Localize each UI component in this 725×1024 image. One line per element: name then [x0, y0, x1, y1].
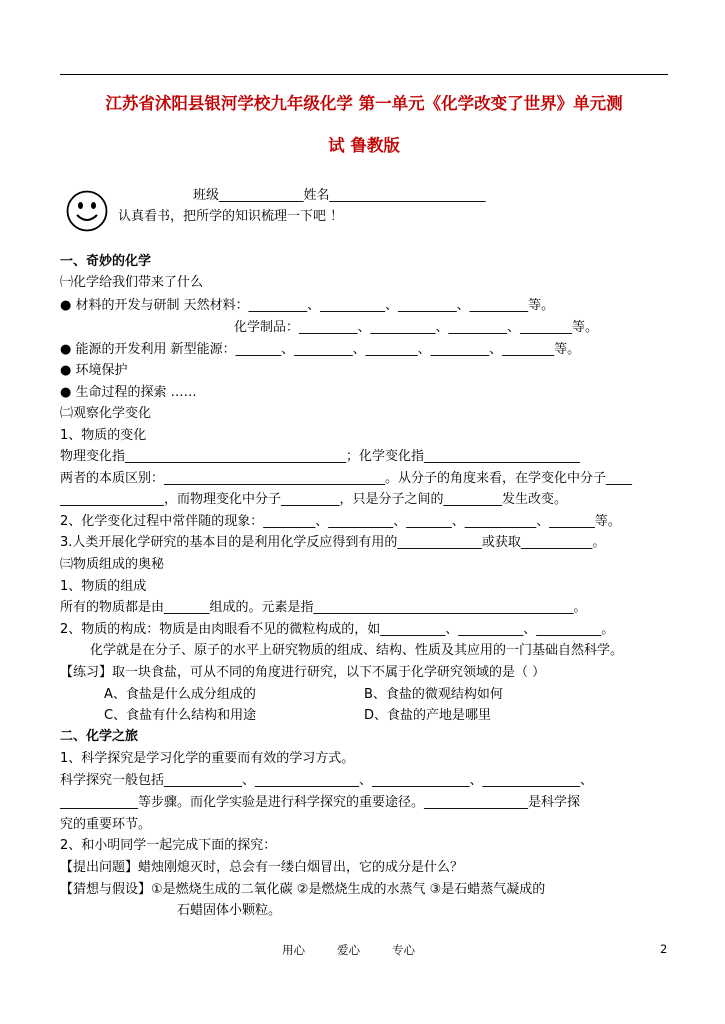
exercise-option-b: B、食盐的微观结构如何: [364, 687, 503, 702]
document-title-line2: 试 鲁教版: [328, 136, 400, 155]
item-heading: 2、和小明同学一起完成下面的探究：: [60, 838, 277, 853]
fill-line: 两者的本质区别：__________________________________。从分子的角度来看，在学变化中分子____: [60, 471, 633, 486]
exercise-option-c: C、食盐有什么结构和用途: [104, 708, 257, 723]
exercise-question: 【练习】取一块食盐，可从不同的角度进行研究，以下不属于化学研究领域的是（ ）: [60, 665, 546, 680]
subsection-heading: ㈡观察化学变化: [60, 406, 152, 421]
motto-text: 认真看书，把所学的知识梳理一下吧 ！: [118, 209, 344, 224]
item-heading: 1、物质的变化: [60, 428, 147, 443]
bullet-materials-chemicals: 化学制品：_________、__________、_________、________等。: [234, 320, 599, 335]
exercise-option-a: A、食盐是什么成分组成的: [104, 687, 256, 702]
bullet-environment: ● 环境保护: [60, 363, 128, 378]
fill-line: 科学探究一般包括____________、________________、_______________、_______________、: [60, 773, 594, 788]
fill-line: 2、物质的构成：物质是由肉眼看不见的微粒构成的，如__________、__________、__________。: [60, 622, 615, 637]
exercise-option-d: D、食盐的产地是哪里: [364, 708, 492, 723]
fill-line: ____________等步骤。而化学实验是进行科学探究的重要途径。________________是科学探: [60, 795, 581, 810]
footer-motto-2: 爱心: [337, 943, 360, 957]
fill-line: 究的重要环节。: [60, 817, 152, 832]
inquiry-hypothesis: 【猜想与假设】①是燃烧生成的二氧化碳 ②是燃烧生成的水蒸气 ③是石蜡蒸气凝成的: [60, 882, 546, 897]
smiley-face-icon: [66, 190, 108, 232]
item-heading: 1、物质的组成: [60, 579, 147, 594]
top-rule: [60, 74, 668, 75]
section-heading-chemistry-journey: 二、化学之旅: [60, 729, 139, 744]
bullet-materials: ● 材料的开发与研制 天然材料：_________、__________、_________、_________等。: [60, 298, 555, 313]
fill-line: 物理变化指__________________________________；化学变化指________________________: [60, 449, 581, 464]
fill-line: 所有的物质都是由_______组成的。元素是指________________________________________。: [60, 600, 587, 615]
footer-motto-1: 用心: [282, 943, 305, 957]
fill-line: ________________，而物理变化中分子_________，只是分子之间的_________发生改变。: [60, 492, 568, 507]
inquiry-question: 【提出问题】蜡烛刚熄灭时，总会有一缕白烟冒出，它的成分是什么？: [60, 860, 464, 875]
item-heading: 1、科学探究是学习化学的重要而有效的学习方式。: [60, 751, 355, 766]
footer-motto-3: 专心: [392, 943, 415, 957]
section-heading-wonderful-chemistry: 一、奇妙的化学: [60, 254, 152, 269]
inquiry-hypothesis-cont: 石蜡固体小颗粒。: [177, 903, 282, 918]
class-name-fill-line: 班级_____________姓名________________________: [193, 188, 486, 203]
fill-line: 3.人类开展化学研究的基本目的是利用化学反应得到有用的_____________或获取___________。: [60, 535, 606, 550]
subsection-heading: ㈢物质组成的奥秘: [60, 557, 165, 572]
paragraph-text: 化学就是在分子、原子的水平上研究物质的组成、结构、性质及其应用的一门基础自然科学。: [90, 643, 624, 658]
document-title-line1: 江苏省沭阳县银河学校九年级化学 第一单元《化学改变了世界》单元测: [105, 94, 623, 113]
subsection-heading: ㈠化学给我们带来了什么: [60, 275, 204, 290]
page-number: 2: [660, 942, 668, 956]
bullet-energy: ● 能源的开发利用 新型能源：_______、_________、________、_________、________等。: [60, 342, 581, 357]
fill-line: 2、化学变化过程中常伴随的现象：________、__________、_______、___________、_______等。: [60, 514, 621, 529]
bullet-life-process: ● 生命过程的探索 ……: [60, 385, 197, 400]
